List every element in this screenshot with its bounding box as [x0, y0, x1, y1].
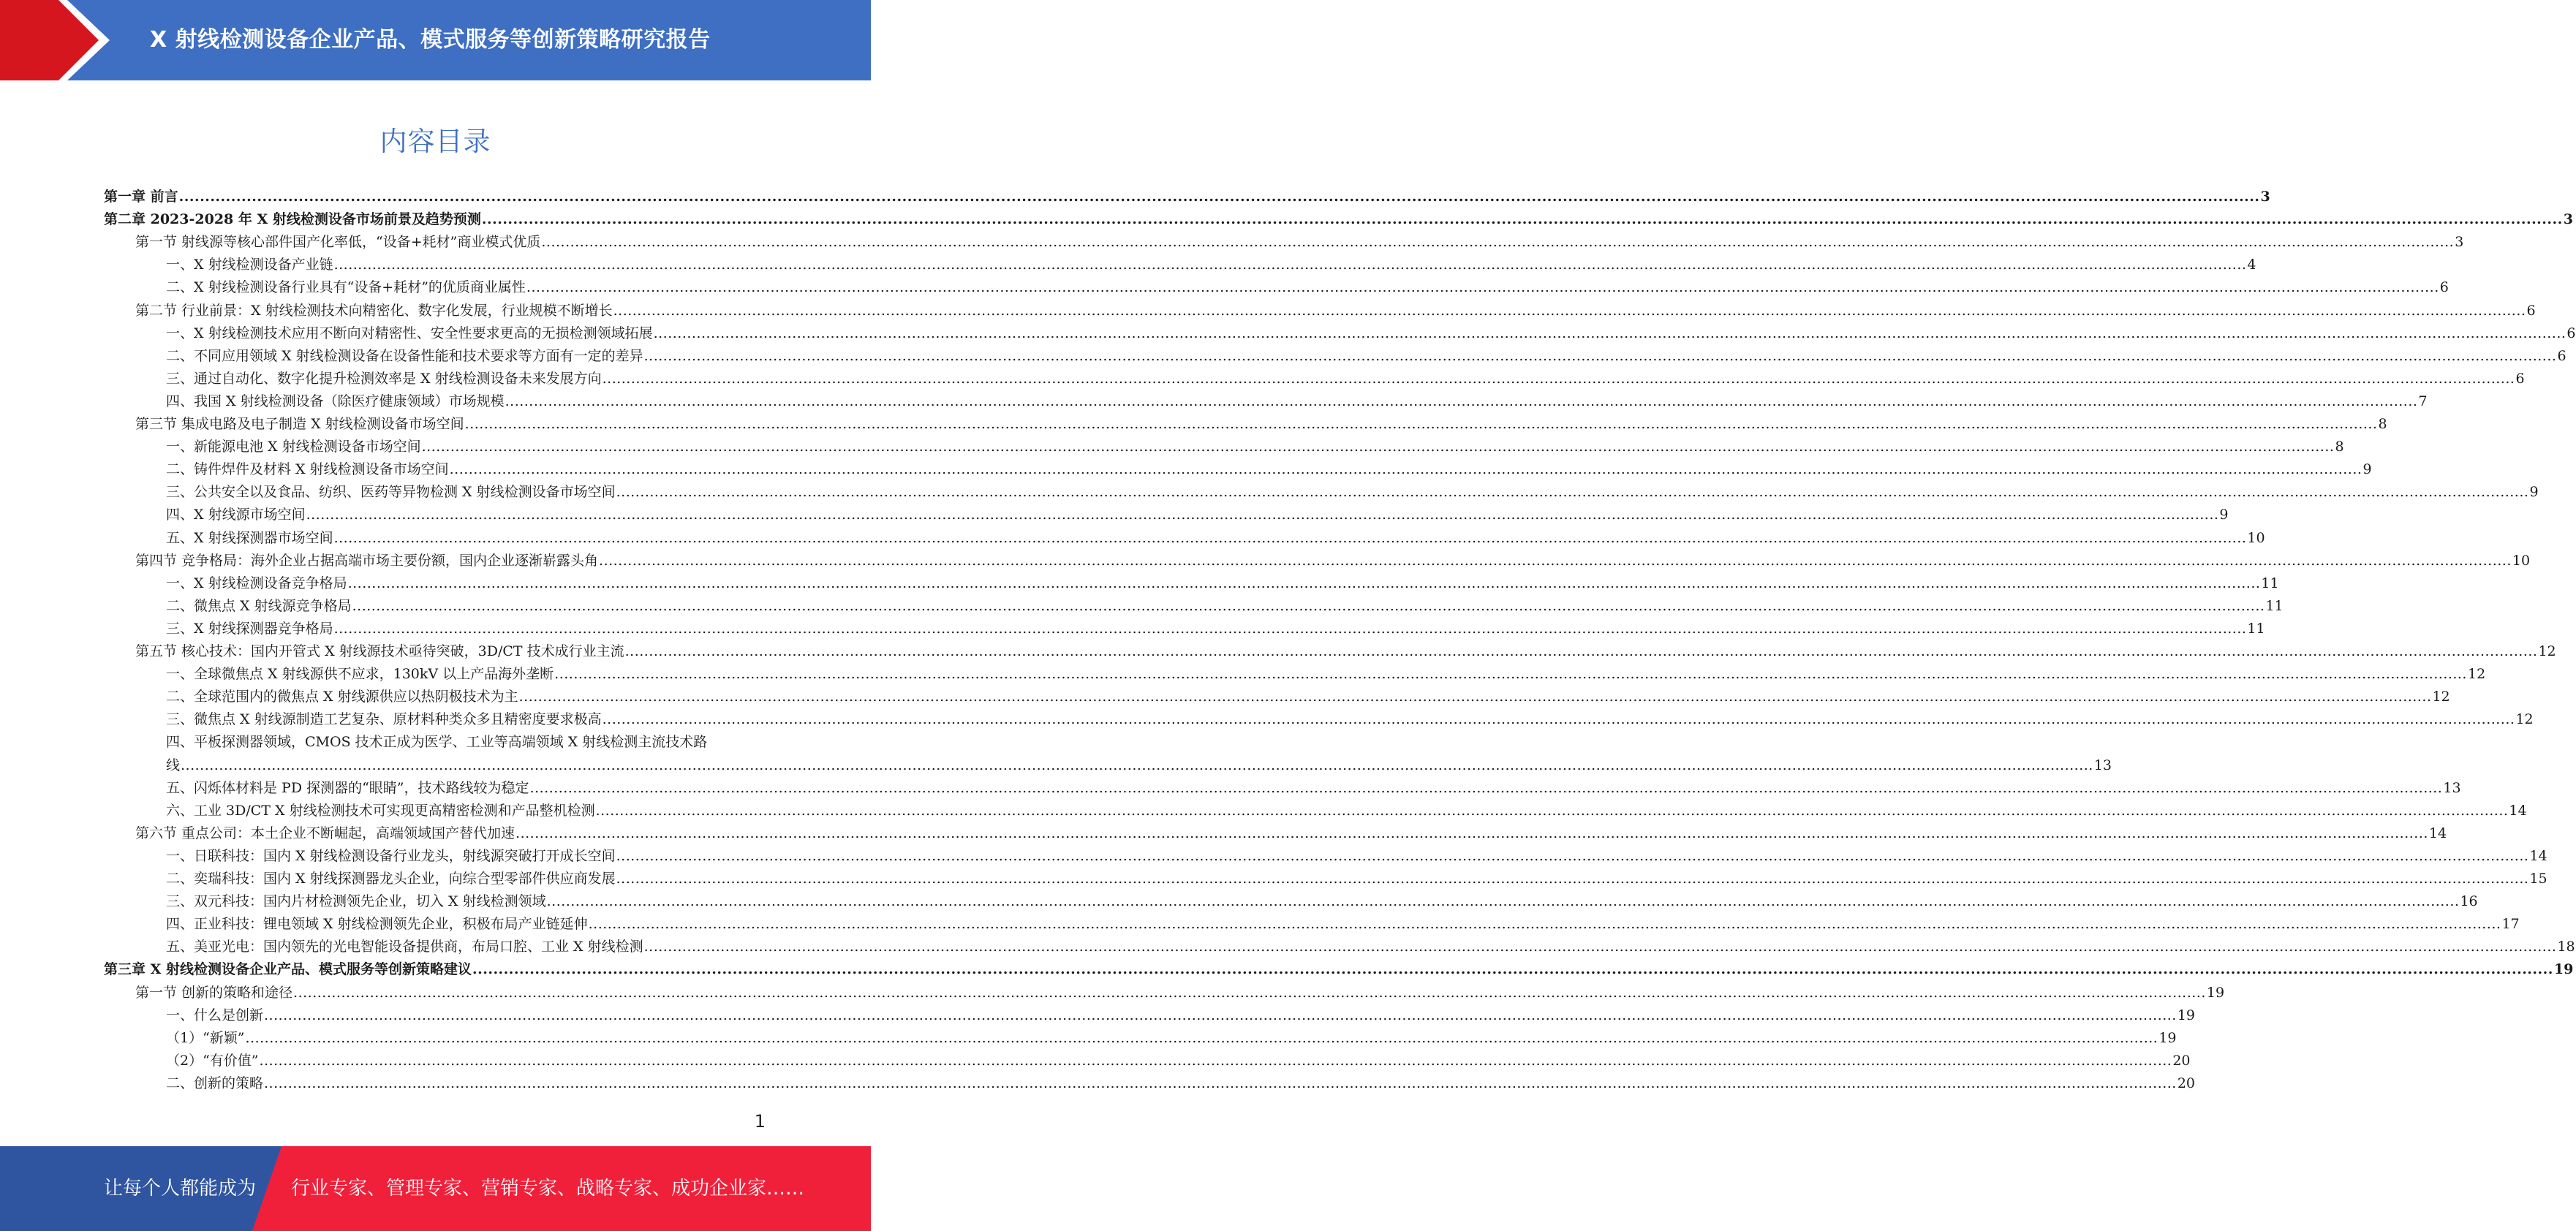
toc-leader-dots: ................................................................................................................................................................................................................................................................................................................................................................................................................	[613, 302, 2526, 319]
toc-entry[interactable]	[166, 708, 2534, 731]
toc-entry-page: 8	[2335, 439, 2344, 455]
toc-leader-dots: ................................................................................................................................................................................................................................................................................................................................................................................................................	[347, 575, 2261, 591]
toc-leader-dots: ................................................................................................................................................................................................................................................................................................................................................................................................................	[643, 939, 2557, 955]
toc-entry-title: 第二节 行业前景：X 射线检测技术向精密化、数字化发展，行业规模不断增长	[135, 302, 613, 319]
toc-entry-title: 第一节 创新的策略和途径	[135, 984, 293, 1001]
toc-entry[interactable]	[166, 345, 2566, 368]
toc-entry-page: 6	[2515, 370, 2525, 387]
toc-entry-title: 二、X 射线检测设备行业具有“设备+耗材”的优质商业属性	[166, 279, 526, 296]
toc-entry[interactable]	[166, 1050, 2191, 1072]
header-banner	[0, 0, 871, 80]
toc-entry-title: 一、X 射线检测设备竞争格局	[166, 575, 347, 591]
toc-leader-dots: ................................................................................................................................................................................................................................................................................................................................................................................................................	[178, 189, 2260, 205]
toc-entry[interactable]	[166, 322, 2576, 345]
toc-leader-dots: ................................................................................................................................................................................................................................................................................................................................................................................................................	[181, 757, 2093, 773]
toc-entry-page: 6	[2566, 325, 2576, 341]
toc-entry[interactable]	[166, 276, 2449, 299]
toc-entry[interactable]	[166, 504, 2229, 526]
toc-leader-dots: ................................................................................................................................................................................................................................................................................................................................................................................................................	[464, 416, 2378, 432]
toc-leader-dots: ................................................................................................................................................................................................................................................................................................................................................................................................................	[421, 439, 2335, 455]
header-arrow-icon	[0, 0, 110, 80]
toc-entry[interactable]	[104, 958, 2574, 981]
toc-entry[interactable]	[166, 777, 2461, 800]
toc-leader-dots: ................................................................................................................................................................................................................................................................................................................................................................................................................	[599, 552, 2512, 569]
toc-leader-dots: ................................................................................................................................................................................................................................................................................................................................................................................................................	[352, 597, 2265, 614]
toc-entry-page: 6	[2526, 302, 2536, 319]
toc-entry-title: 三、公共安全以及食品、纺织、医药等异物检测 X 射线检测设备市场空间	[166, 484, 616, 501]
toc-entry-title: 一、日联科技：国内 X 射线检测设备行业龙头，射线源突破打开成长空间	[166, 847, 616, 864]
toc-entry-title: 第三节 集成电路及电子制造 X 射线检测设备市场空间	[135, 416, 464, 432]
toc-entry[interactable]	[166, 481, 2539, 504]
toc-entry-title: 一、全球微焦点 X 射线源供不应求，130kV 以上产品海外垄断	[166, 666, 554, 683]
toc-entry-title: 第四节 竞争格局：海外企业占据高端市场主要份额，国内企业逐渐崭露头角	[135, 552, 599, 569]
toc-entry-page: 18	[2557, 939, 2575, 955]
toc-entry[interactable]	[135, 550, 2531, 572]
toc-leader-dots: ................................................................................................................................................................................................................................................................................................................................................................................................................	[264, 1075, 2177, 1091]
toc-entry[interactable]	[166, 936, 2575, 958]
toc-entry-title: 五、闪烁体材料是 PD 探测器的“眼睛”，技术路线较为稳定	[166, 779, 529, 796]
toc-leader-dots: ................................................................................................................................................................................................................................................................................................................................................................................................................	[333, 257, 2247, 273]
toc-entry[interactable]	[166, 390, 2428, 413]
toc-entry-page: 8	[2378, 416, 2387, 432]
toc-entry-title: （2）“有价值”	[166, 1052, 259, 1069]
toc-entry-title: 第五节 核心技术：国内开管式 X 射线源技术亟待突破，3D/CT 技术成行业主流	[135, 643, 624, 659]
toc-entry-page: 13	[2443, 779, 2461, 796]
toc-leader-dots: ................................................................................................................................................................................................................................................................................................................................................................................................................	[515, 825, 2428, 841]
toc-entry[interactable]	[166, 663, 2486, 686]
toc-entry[interactable]	[104, 186, 2270, 208]
toc-entry-title: 四、X 射线源市场空间	[166, 507, 306, 523]
toc-entry-page: 19	[2158, 1029, 2177, 1046]
toc-entry-page: 10	[2247, 529, 2265, 546]
toc-entry-title: 三、双元科技：国内片材检测领先企业，切入 X 射线检测领域	[166, 893, 546, 910]
toc-entry[interactable]	[166, 913, 2520, 936]
toc-entry-page: 15	[2529, 871, 2547, 887]
toc-entry-page: 20	[2172, 1052, 2191, 1069]
toc-entry-title: 六、工业 3D/CT X 射线检测技术可实现更高精密检测和产品整机检测	[166, 802, 595, 819]
toc-entry[interactable]	[166, 254, 2256, 276]
toc-leader-dots: ................................................................................................................................................................................................................................................................................................................................................................................................................	[602, 370, 2515, 387]
toc-leader-dots: ................................................................................................................................................................................................................................................................................................................................................................................................................	[554, 666, 2467, 683]
toc-leader-dots: ................................................................................................................................................................................................................................................................................................................................................................................................................	[481, 211, 2563, 228]
toc-leader-dots: ................................................................................................................................................................................................................................................................................................................................................................................................................	[624, 643, 2538, 659]
toc-entry-title: 第三章 X 射线检测设备企业产品、模式服务等创新策略建议	[104, 961, 472, 978]
toc-leader-dots: ................................................................................................................................................................................................................................................................................................................................................................................................................	[546, 893, 2460, 910]
toc-entry-page: 9	[2362, 461, 2372, 478]
toc-entry-title: 四、正业科技：锂电领域 X 射线检测领先企业，积极布局产业链延伸	[166, 916, 588, 933]
toc-entry-title: 第一节 射线源等核心部件国产化率低，“设备+耗材”商业模式优质	[135, 234, 541, 251]
toc-entry[interactable]	[166, 458, 2372, 481]
toc-entry[interactable]	[135, 231, 2464, 254]
toc-entry-title: 二、奕瑞科技：国内 X 射线探测器龙头企业，向综合型零部件供应商发展	[166, 871, 616, 887]
toc-entry[interactable]	[135, 982, 2225, 1004]
toc-entry-page: 11	[2261, 575, 2279, 591]
toc-entry-page: 6	[2439, 279, 2449, 296]
toc-leader-dots: ................................................................................................................................................................................................................................................................................................................................................................................................................	[264, 1007, 2177, 1023]
toc-entry-title: 四、我国 X 射线检测设备（除医疗健康领域）市场规模	[166, 393, 505, 409]
toc-entry-title: 四、平板探测器领域，CMOS 技术正成为医学、工业等高端领域 X 射线检测主流技术路	[166, 734, 708, 751]
toc-leader-dots: ................................................................................................................................................................................................................................................................................................................................................................................................................	[616, 484, 2529, 501]
toc-entry[interactable]	[166, 572, 2279, 595]
toc-entry[interactable]	[166, 527, 2265, 550]
toc-entry[interactable]	[166, 1004, 2196, 1027]
toc-leader-dots: ................................................................................................................................................................................................................................................................................................................................................................................................................	[333, 620, 2247, 637]
toc-leader-dots: ................................................................................................................................................................................................................................................................................................................................................................................................................	[293, 984, 2206, 1001]
toc-entry[interactable]	[135, 640, 2556, 663]
toc-entry[interactable]	[104, 208, 2573, 231]
toc-entry[interactable]	[166, 595, 2284, 618]
toc-leader-dots: ................................................................................................................................................................................................................................................................................................................................................................................................................	[505, 393, 2418, 409]
toc-entry-page: 19	[2553, 961, 2574, 978]
toc-entry-page: 11	[2247, 620, 2265, 637]
toc-entry[interactable]	[166, 368, 2525, 390]
toc-entry-page: 12	[2467, 666, 2486, 683]
toc-entry-title: 二、铸件焊件及材料 X 射线检测设备市场空间	[166, 461, 449, 478]
footer-slogan-left: 让每个人都能成为	[104, 1178, 257, 1200]
toc-entry-page: 4	[2247, 257, 2256, 273]
toc-leader-dots: ................................................................................................................................................................................................................................................................................................................................................................................................................	[472, 961, 2553, 978]
toc-entry-page: 14	[2509, 802, 2527, 819]
toc-entry-title: 三、X 射线探测器竞争格局	[166, 620, 333, 637]
toc-leader-dots: ................................................................................................................................................................................................................................................................................................................................................................................................................	[245, 1029, 2158, 1046]
toc-entry-page: 7	[2418, 393, 2428, 409]
toc-leader-dots: ................................................................................................................................................................................................................................................................................................................................................................................................................	[588, 916, 2501, 933]
toc-entry-page: 19	[2177, 1007, 2196, 1023]
toc-entry-page: 3	[2260, 189, 2270, 205]
toc-leader-dots: ................................................................................................................................................................................................................................................................................................................................................................................................................	[259, 1052, 2172, 1069]
page-number: 1	[754, 1111, 766, 1132]
toc-leader-dots: ................................................................................................................................................................................................................................................................................................................................................................................................................	[529, 779, 2443, 796]
toc-entry-title: 一、新能源电池 X 射线检测设备市场空间	[166, 439, 421, 455]
toc-leader-dots: ................................................................................................................................................................................................................................................................................................................................................................................................................	[449, 461, 2362, 478]
toc-entry-title: 第六节 重点公司：本土企业不断崛起，高端领域国产替代加速	[135, 825, 515, 841]
toc-leader-dots: ................................................................................................................................................................................................................................................................................................................................................................................................................	[595, 802, 2509, 819]
toc-entry-page: 6	[2557, 347, 2566, 364]
report-title: X 射线检测设备企业产品、模式服务等创新策略研究报告	[150, 27, 711, 53]
toc-entry[interactable]	[166, 890, 2478, 913]
toc-entry-page: 11	[2265, 597, 2284, 614]
toc-entry-page: 12	[2538, 643, 2556, 659]
toc-leader-dots: ................................................................................................................................................................................................................................................................................................................................................................................................................	[616, 847, 2529, 864]
toc-entry-title: 第一章 前言	[104, 189, 178, 205]
toc-entry-title: 三、微焦点 X 射线源制造工艺复杂、原材料种类众多且精密度要求极高	[166, 711, 602, 728]
toc-entry-title: 二、不同应用领域 X 射线检测设备在设备性能和技术要求等方面有一定的差异	[166, 347, 643, 364]
toc-entry[interactable]	[135, 300, 2536, 322]
toc-entry-title: 五、X 射线探测器市场空间	[166, 529, 333, 546]
toc-entry-title: 二、全球范围内的微焦点 X 射线源供应以热阴极技术为主	[166, 689, 518, 705]
toc-entry-title: 二、微焦点 X 射线源竞争格局	[166, 597, 352, 614]
toc-entry[interactable]	[166, 1027, 2177, 1050]
toc-leader-dots: ................................................................................................................................................................................................................................................................................................................................................................................................................	[333, 529, 2247, 546]
toc-entry[interactable]	[166, 868, 2547, 890]
toc-entry-title: 一、X 射线检测设备产业链	[166, 257, 333, 273]
toc-entry-page: 16	[2460, 893, 2478, 910]
toc-heading: 内容目录	[379, 126, 491, 157]
toc-entry[interactable]	[135, 822, 2447, 845]
toc-entry-page: 20	[2177, 1075, 2196, 1091]
toc-leader-dots: ................................................................................................................................................................................................................................................................................................................................................................................................................	[653, 325, 2566, 341]
toc-entry[interactable]	[166, 800, 2527, 822]
toc-entry[interactable]	[166, 618, 2265, 640]
toc-entry-title: 三、通过自动化、数字化提升检测效率是 X 射线检测设备未来发展方向	[166, 370, 602, 387]
toc-entry-page: 14	[2428, 825, 2447, 841]
toc-entry-title: 线	[166, 757, 181, 773]
toc-entry[interactable]	[166, 436, 2344, 458]
footer-slogan-right: 行业专家、管理专家、营销专家、战略专家、成功企业家……	[291, 1178, 805, 1200]
toc-entry[interactable]	[135, 413, 2387, 436]
toc-entry-page: 10	[2512, 552, 2531, 569]
toc-entry[interactable]	[166, 686, 2450, 708]
toc-entry-page: 9	[2529, 484, 2539, 501]
toc-entry[interactable]	[166, 845, 2547, 868]
toc-entry-title: （1）“新颖”	[166, 1029, 245, 1046]
toc-entry-title: 一、什么是创新	[166, 1007, 264, 1023]
toc-entry-page: 3	[2563, 211, 2573, 228]
toc-entry[interactable]	[166, 1072, 2196, 1095]
toc-entry-title: 二、创新的策略	[166, 1075, 264, 1091]
toc-entry-title: 一、X 射线检测技术应用不断向对精密性、安全性要求更高的无损检测领域拓展	[166, 325, 653, 341]
toc-leader-dots: ................................................................................................................................................................................................................................................................................................................................................................................................................	[518, 689, 2432, 705]
toc-entry-page: 9	[2219, 507, 2229, 523]
toc-entry-page: 13	[2093, 757, 2112, 773]
footer-banner	[0, 1146, 871, 1231]
toc-entry[interactable]	[166, 731, 766, 754]
toc-leader-dots: ................................................................................................................................................................................................................................................................................................................................................................................................................	[541, 234, 2455, 251]
toc-entry-title: 五、美亚光电：国内领先的光电智能设备提供商，布局口腔、工业 X 射线检测	[166, 939, 643, 955]
toc-leader-dots: ................................................................................................................................................................................................................................................................................................................................................................................................................	[306, 507, 2219, 523]
toc-entry-page: 17	[2501, 916, 2520, 933]
toc-entry-page: 12	[2432, 689, 2450, 705]
toc-entry-page: 12	[2515, 711, 2534, 728]
toc-leader-dots: ................................................................................................................................................................................................................................................................................................................................................................................................................	[602, 711, 2515, 728]
toc-leader-dots: ................................................................................................................................................................................................................................................................................................................................................................................................................	[616, 871, 2529, 887]
toc-entry[interactable]	[166, 754, 2112, 777]
toc-leader-dots: ................................................................................................................................................................................................................................................................................................................................................................................................................	[643, 347, 2557, 364]
toc-entry-page: 3	[2455, 234, 2464, 251]
toc-entry-title: 第二章 2023-2028 年 X 射线检测设备市场前景及趋势预测	[104, 211, 481, 228]
toc-leader-dots: ................................................................................................................................................................................................................................................................................................................................................................................................................	[526, 279, 2439, 296]
toc-entry-page: 14	[2529, 847, 2547, 864]
toc-entry-page: 19	[2206, 984, 2225, 1001]
